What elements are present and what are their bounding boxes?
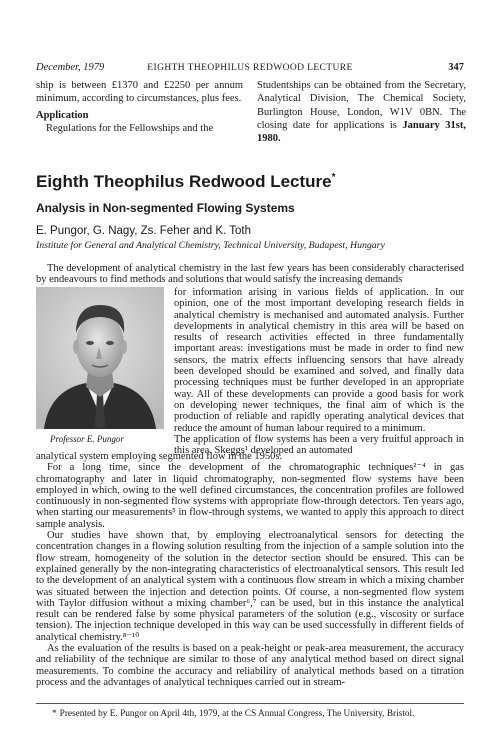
- portrait-figure: [36, 287, 164, 445]
- flow-systems-text: The application of flow systems has been a very fruitful approach in this area. Skeggs¹ developed an automated: [174, 433, 464, 457]
- announcement-right-paragraph: [257, 79, 466, 145]
- paragraph-research-fields: for information arising in various fields of application. In our opinion, one of the most important developing research fields in analytical chemistry is mechanised and automated analysis. Further developments in analytical chemistry in this area will be based on results of research activities effected in three fundamentally important areas: investigations must be made in order to find new sensors, the matrix effects influencing sensors that have already been developed should be examined and solved, and finally data processing techniques must be further developed in an appropriate way. All of these developments can provide a good basis for work on developing newer techniques, the final aim of which is the production of reliable and rapidly operating analytical devices that reduce the amount of human labour required to a minimum.: [174, 287, 464, 434]
- announcement-right-column: [257, 79, 466, 145]
- article-subtitle: Analysis in Non-segmented Flowing Systems: [36, 201, 295, 215]
- author-affiliation: Institute for General and Analytical Chemistry, Technical University, Budapest, Hungary: [36, 240, 385, 251]
- paragraph-segmented-flow: analytical system employing segmented flow in the 1950s.: [36, 451, 283, 462]
- body-main: [36, 451, 464, 688]
- body-intro: [36, 263, 464, 286]
- footnote-marker: *: [331, 172, 336, 183]
- running-title: EIGHTH THEOPHILUS REDWOOD LECTURE: [147, 63, 353, 73]
- footnote-text: Presented by E. Pungor on April 4th, 1979, at the CS Annual Congress, The University, Bristol.: [59, 709, 415, 719]
- portrait-caption: Professor E. Pungor: [50, 434, 124, 444]
- paragraph-electroanalytical: Our studies have shown that, by employing electroanalytical sensors for detecting the concentration changes in a flowing solution resulting from the injection of a sample solution into the flow stream, homogeneity of the solution in the detector section should be ensured. This can be explained generally by the non-integrating characteristics of electroanalytical sensors. This result led to the development of an analytical system with a continuous flow stream in which a mixing chamber was situated between the injection and detection points. Of course, a non-segmented flow system with Taylor diffusion without a mixing chamber⁶,⁷ can be used, but in this instance the analytical result can be rendered false by some physical parameters of the solution (e.g., viscosity or surface tension). The injection technique developed in this way can be used successfully in different fields of analytical chemistry.⁸⁻¹⁰: [36, 530, 464, 643]
- announcement-paragraph: ship is between £1370 and £2250 per annum minimum, according to circumstances, plus fees.: [36, 80, 243, 105]
- footnote: [52, 708, 414, 720]
- application-heading: Application: [36, 109, 89, 121]
- footnote-mark: *: [52, 709, 57, 719]
- intro-paragraph: The development of analytical chemistry in the last few years has been considerably characterised by endeavours to find methods and solutions that would satisfy the increasing demands: [36, 263, 464, 286]
- article-title: [36, 168, 336, 192]
- page-number: 347: [448, 62, 464, 73]
- closing-date: January 31st, 1980.: [257, 119, 466, 145]
- article-title-text: Eighth Theophilus Redwood Lecture: [36, 172, 332, 191]
- footnote-divider: [36, 703, 464, 704]
- announcement-left-column: [36, 79, 243, 135]
- announcement-right-text: Studentships can be obtained from the Secretary, Analytical Division, The Chemical Society, Burlington House, London, W1V 0BN. The closing date for applications is: [257, 80, 466, 131]
- issue-date: December, 1979: [36, 62, 105, 73]
- portrait-illustration: [36, 287, 164, 429]
- application-paragraph: Regulations for the Fellowships and the: [46, 122, 214, 134]
- paragraph-chromatography: For a long time, since the development of the chromatographic techniques²⁻⁴ in gas chromatography and later in liquid chromatography, non-segmented flow systems have been employed in which, owing to the well defined circumstances, the concentration profiles are followed continuously in non-segmented flow systems with appropriate flow-through detectors. Ten years ago, when starting our measurements⁵ in flow-through systems, we wanted to apply this approach to direct sample analysis.: [36, 462, 464, 530]
- body-wrap-column: [174, 287, 464, 456]
- author-list: E. Pungor, G. Nagy, Zs. Feher and K. Toth: [36, 225, 251, 237]
- running-head: [36, 61, 464, 75]
- portrait-photo: [36, 287, 164, 429]
- paragraph-evaluation: As the evaluation of the results is based on a peak-height or peak-area measurement, the accuracy and reliability of the technique are similar to those of any analytical method based on direct signal measurements. To combine the accuracy and reliability of analytical methods based on a titration process and the advantages of analytical techniques carried out in stream-: [36, 643, 464, 688]
